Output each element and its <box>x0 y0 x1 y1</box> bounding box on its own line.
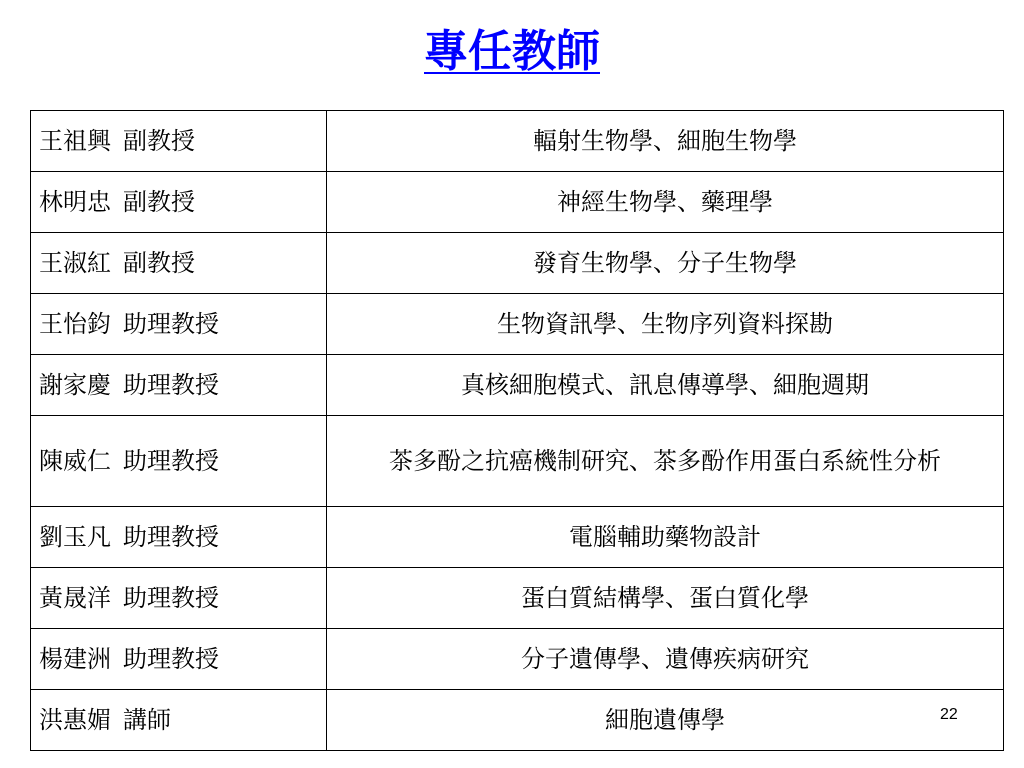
faculty-name: 洪惠媚 <box>39 706 111 734</box>
faculty-name-cell <box>31 507 327 568</box>
faculty-rank: 助理教授 <box>123 371 219 399</box>
faculty-name-cell <box>31 629 327 690</box>
faculty-rank: 助理教授 <box>123 310 219 338</box>
faculty-rank: 副教授 <box>123 249 195 277</box>
faculty-rank: 助理教授 <box>123 447 219 475</box>
research-field: 細胞遺傳學 <box>327 690 1004 751</box>
faculty-name-cell <box>31 111 327 172</box>
faculty-name: 黃晟洋 <box>39 584 111 612</box>
page-number: 22 <box>940 706 958 723</box>
faculty-rank: 副教授 <box>123 188 195 216</box>
research-field: 分子遺傳學、遺傳疾病研究 <box>327 629 1004 690</box>
research-field: 神經生物學、藥理學 <box>327 172 1004 233</box>
faculty-name-cell <box>31 416 327 507</box>
faculty-name: 陳威仁 <box>39 447 111 475</box>
faculty-name: 劉玉凡 <box>39 523 111 551</box>
faculty-name: 王祖興 <box>39 127 111 155</box>
table-row <box>31 111 1004 172</box>
table-row <box>31 629 1004 690</box>
table-row <box>31 568 1004 629</box>
table-row <box>31 507 1004 568</box>
faculty-name-cell <box>31 172 327 233</box>
research-field: 輻射生物學、細胞生物學 <box>327 111 1004 172</box>
faculty-rank: 助理教授 <box>123 645 219 673</box>
faculty-name: 王怡鈞 <box>39 310 111 338</box>
faculty-name-cell <box>31 233 327 294</box>
faculty-name-cell <box>31 355 327 416</box>
faculty-name: 王淑紅 <box>39 249 111 277</box>
faculty-name-cell <box>31 690 327 751</box>
table-row <box>31 690 1004 751</box>
table-row <box>31 416 1004 507</box>
faculty-name: 林明忠 <box>39 188 111 216</box>
table-row <box>31 233 1004 294</box>
faculty-name-cell <box>31 568 327 629</box>
faculty-name: 謝家慶 <box>39 371 111 399</box>
research-field: 茶多酚之抗癌機制研究、茶多酚作用蛋白系統性分析 <box>327 416 1004 507</box>
page-title: 專任教師 <box>424 26 600 77</box>
table-row <box>31 172 1004 233</box>
faculty-table <box>30 110 1004 751</box>
research-field: 真核細胞模式、訊息傳導學、細胞週期 <box>327 355 1004 416</box>
faculty-rank: 講師 <box>123 706 171 734</box>
faculty-name-cell <box>31 294 327 355</box>
table-row <box>31 294 1004 355</box>
faculty-rank: 助理教授 <box>123 584 219 612</box>
research-field: 電腦輔助藥物設計 <box>327 507 1004 568</box>
faculty-rank: 副教授 <box>123 127 195 155</box>
research-field: 蛋白質結構學、蛋白質化學 <box>327 568 1004 629</box>
research-field: 生物資訊學、生物序列資料探勘 <box>327 294 1004 355</box>
faculty-name: 楊建洲 <box>39 645 111 673</box>
faculty-rank: 助理教授 <box>123 523 219 551</box>
research-field: 發育生物學、分子生物學 <box>327 233 1004 294</box>
table-row <box>31 355 1004 416</box>
